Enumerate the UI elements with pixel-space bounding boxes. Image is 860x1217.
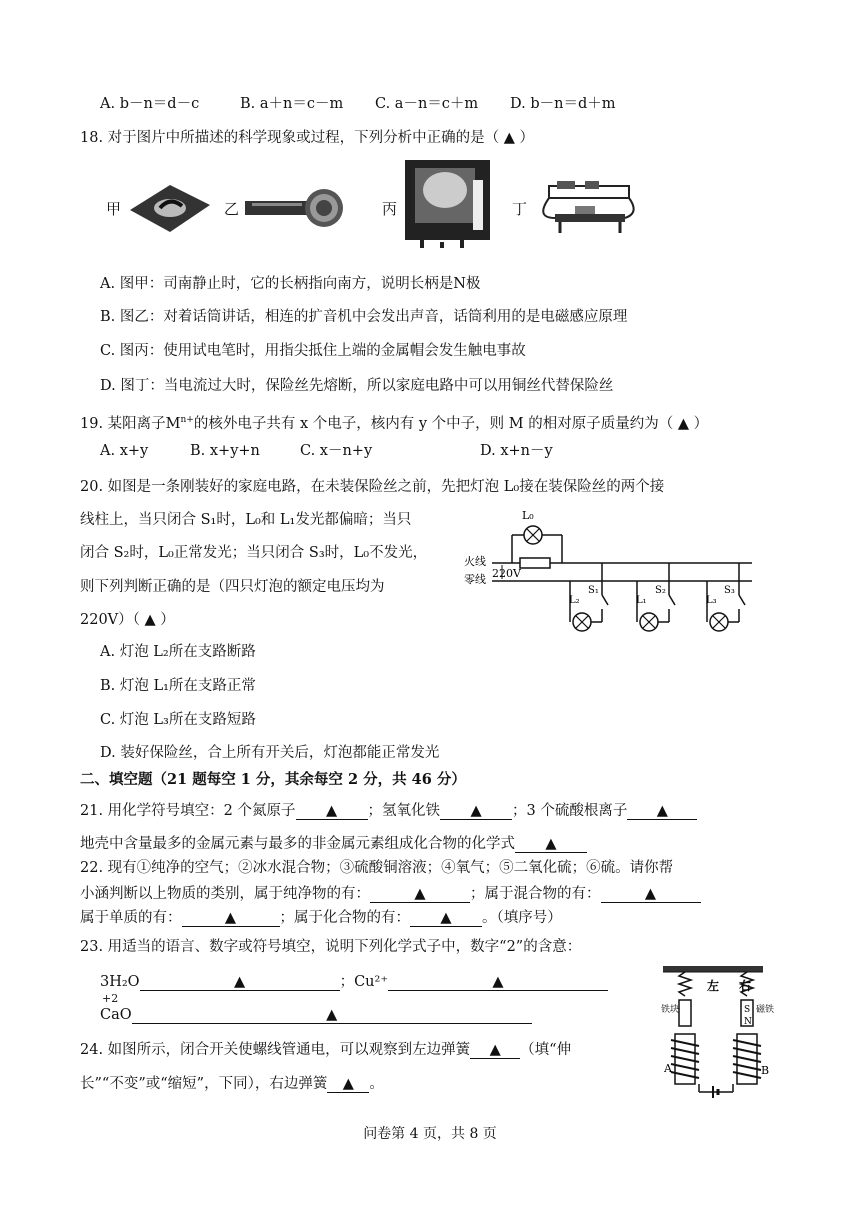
q23-cao-valence: +2 [102, 992, 119, 1005]
q19-option-d: D. x+n－y [480, 443, 553, 459]
circuit-label-voltage: 220V [492, 567, 521, 580]
q18-stem: 18. 对于图片中所描述的科学现象或过程，下列分析中正确的是（ ▲ ） [80, 130, 535, 146]
q22-blank-element[interactable]: ▲ [182, 910, 280, 927]
q22-blank-pure[interactable]: ▲ [370, 886, 470, 903]
q19-option-c: C. x－n+y [300, 443, 373, 459]
fig-label-n: N [744, 1017, 752, 1027]
q22-blank-compound[interactable]: ▲ [410, 910, 482, 927]
q19-option-b: B. x+y+n [190, 443, 260, 459]
fig-label-a: A [664, 1062, 672, 1075]
fig-label-magnet: 磁铁 [756, 1005, 775, 1015]
fig-label-left: 左 [707, 979, 720, 993]
q21-blank-4[interactable]: ▲ [515, 836, 587, 853]
circuit-label-l3: L₃ [706, 595, 717, 606]
figure-label-ding: 丁 [512, 200, 528, 218]
circuit-label-s1: S₁ [588, 585, 599, 596]
q19-option-a: A. x+y [100, 443, 149, 459]
q23-line-2: 3H₂O ▲ ；Cu²⁺ ▲ [100, 972, 608, 992]
q20-option-b: B. 灯泡 L₁所在支路正常 [100, 678, 256, 694]
q18-option-d: D. 图丁：当电流过大时，保险丝先熔断，所以家庭电路中可以用铜丝代替保险丝 [100, 378, 614, 394]
q20-option-a: A. 灯泡 L₂所在支路断路 [100, 644, 256, 660]
test-pen-figure [405, 160, 490, 250]
circuit-label-l1: L₁ [636, 595, 647, 606]
q20-line-5: 220V）（ ▲ ） [80, 612, 175, 628]
microphone-figure [240, 185, 345, 230]
page-footer: 问卷第 4 页，共 8 页 [363, 1126, 497, 1142]
circuit-label-l0: L₀ [522, 509, 534, 522]
figure-label-bing: 丙 [382, 200, 398, 218]
q21-line-1: 21. 用化学符号填空：2 个氮原子 ▲ ；氢氧化铁 ▲ ；3 个硫酸根离子 ▲ [80, 801, 697, 821]
section-2-heading: 二、填空题（21 题每空 1 分，其余每空 2 分，共 46 分） [80, 771, 466, 788]
figure-label-yi: 乙 [224, 200, 240, 218]
q20-line-4: 则下列判断正确的是（四只灯泡的额定电压均为 [80, 579, 385, 595]
household-circuit-diagram [462, 505, 762, 640]
q20-line-1: 20. 如图是一条刚装好的家庭电路，在未装保险丝之前，先把灯泡 L₀接在装保险丝的两个接 [80, 479, 665, 495]
q18-option-c: C. 图丙：使用试电笔时，用指尖抵住上端的金属帽会发生触电事故 [100, 343, 526, 359]
q22-line-3: 属于单质的有： ▲ ；属于化合物的有： ▲ 。（填序号） [80, 909, 562, 926]
q22-line-2: 小涵判断以上物质的类别，属于纯净物的有： ▲ ；属于混合物的有： ▲ [80, 884, 701, 904]
q20-line-2: 线柱上，当只闭合 S₁时，L₀和 L₁发光都偏暗；当只 [80, 512, 412, 528]
q23-line-1: 23. 用适当的语言、数字或符号填空，说明下列化学式子中，数字“2”的含意： [80, 939, 582, 955]
circuit-label-l2: L₂ [569, 595, 580, 606]
q23-blank-h2o[interactable]: ▲ [140, 974, 340, 991]
circuit-label-zero: 零线 [464, 573, 486, 586]
fig-label-b: B [761, 1064, 770, 1077]
fuse-experiment-figure [535, 178, 640, 238]
q20-option-c: C. 灯泡 L₃所在支路短路 [100, 712, 256, 728]
circuit-label-fire: 火线 [464, 555, 486, 568]
q21-line-2: 地壳中含量最多的金属元素与最多的非金属元素组成化合物的化学式 ▲ [80, 834, 587, 854]
fig-label-s: S [744, 1005, 751, 1015]
q18-option-a: A. 图甲：司南静止时，它的长柄指向南方，说明长柄是N极 [100, 276, 481, 292]
q21-blank-2[interactable]: ▲ [440, 803, 512, 820]
q23-blank-cao[interactable]: ▲ [132, 1007, 532, 1024]
q22-line-1: 22. 现有①纯净的空气；②冰水混合物；③硫酸铜溶液；④氧气；⑤二氧化硫；⑥硫。请你帮 [80, 860, 674, 876]
q17-option-c: C. a－n＝c＋m [375, 96, 479, 112]
sinan-compass-figure [125, 180, 215, 235]
q20-option-d: D. 装好保险丝，合上所有开关后，灯泡都能正常发光 [100, 745, 440, 761]
q24-line-2: 长”“不变”或“缩短”，下同），右边弹簧 ▲ 。 [80, 1075, 384, 1092]
q21-blank-1[interactable]: ▲ [296, 803, 368, 820]
q17-option-d: D. b－n＝d＋m [510, 96, 616, 112]
q24-blank-right[interactable]: ▲ [327, 1076, 369, 1093]
q18-option-b: B. 图乙：对着话筒讲话，相连的扩音机中会发出声音，话筒利用的是电磁感应原理 [100, 309, 628, 325]
figure-label-jia: 甲 [106, 200, 122, 218]
q20-line-3: 闭合 S₂时，L₀正常发光；当只闭合 S₃时，L₀不发光， [80, 545, 428, 561]
q23-line-3: CaO ▲ [100, 1005, 532, 1025]
fig-label-iron: 铁块 [661, 1005, 680, 1015]
solenoid-spring-figure [655, 962, 775, 1102]
q17-option-b: B. a＋n＝c－m [240, 96, 344, 112]
q17-option-a: A. b－n＝d－c [100, 96, 200, 112]
fig-label-right: 右 [739, 979, 752, 993]
circuit-label-s3: S₃ [724, 585, 735, 596]
q23-blank-cu[interactable]: ▲ [388, 974, 608, 991]
q21-blank-3[interactable]: ▲ [627, 803, 697, 820]
q22-blank-mixture[interactable]: ▲ [601, 886, 701, 903]
q24-line-1: 24. 如图所示，闭合开关使螺线管通电，可以观察到左边弹簧 ▲ （填“伸 [80, 1041, 572, 1058]
q19-stem: 19. 某阳离子$M^{n+}$的核外电子共有 x 个电子，核内有 y 个中子，则 M 的相对原子质量约为（ ▲ ） [80, 415, 709, 432]
q24-blank-left[interactable]: ▲ [470, 1042, 520, 1059]
circuit-label-s2: S₂ [655, 585, 666, 596]
